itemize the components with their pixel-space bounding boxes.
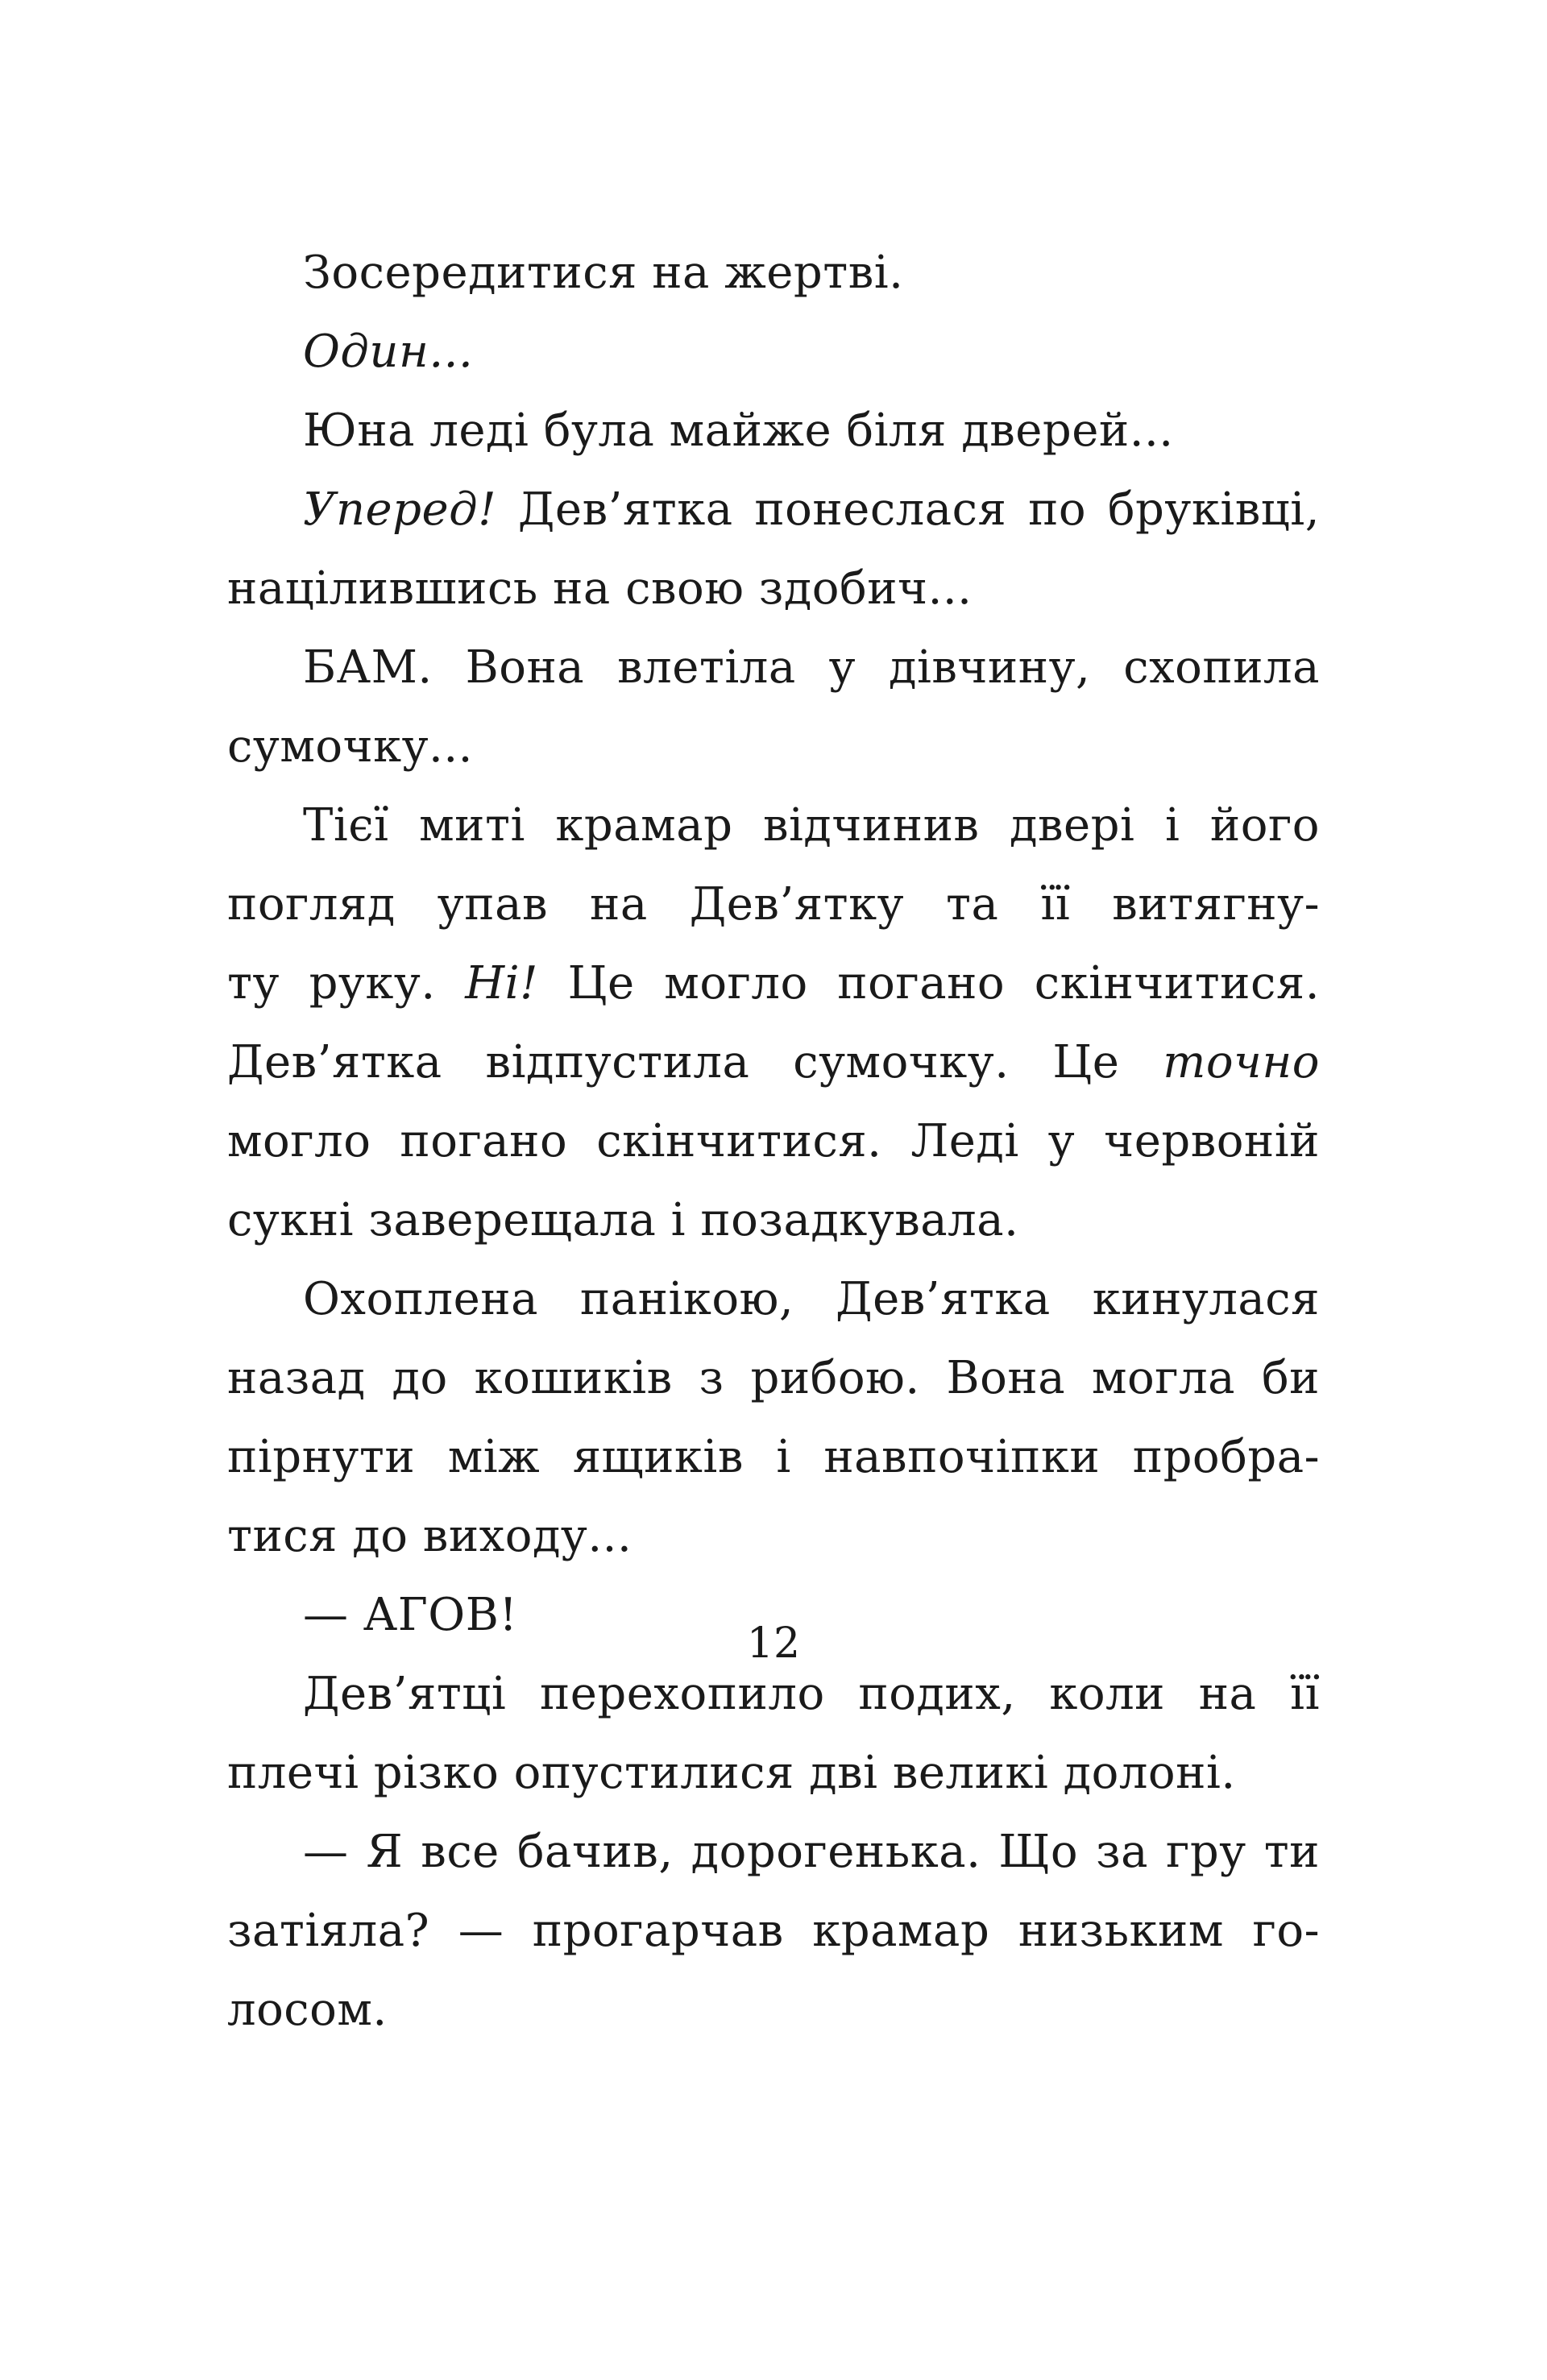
text-line: [227, 1023, 1320, 1102]
text-span: Дев’ятка понеслася по бруківці,: [496, 483, 1320, 536]
text-line: БАМ. Вона влетіла у дівчину, схопила: [303, 641, 1320, 694]
text-line: [227, 944, 1320, 1023]
text-line: плечі різко опустилися дві великі долоні.: [227, 1747, 1236, 1799]
text-line: сукні заверещала і позадкувала.: [227, 1194, 1019, 1246]
text-line: Юна леді була майже біля дверей...: [303, 404, 1174, 457]
text-line: — АГОВ!: [303, 1589, 518, 1641]
text-line: — Я все бачив, дорогенька. Що за гру ти: [303, 1826, 1320, 1878]
text-line: Зосередитися на жертві.: [303, 247, 904, 299]
emphasis: Ні!: [465, 957, 539, 1010]
text-line: Охоплена панікою, Дев’ятка кинулася: [303, 1273, 1320, 1325]
text-line: тися до виходу...: [227, 1510, 632, 1562]
text-line: Дев’ятці перехопило подих, коли на її: [303, 1668, 1320, 1720]
emphasis: точно: [1163, 1036, 1320, 1088]
text-line: Тієї миті крамар відчинив двері і його: [303, 799, 1320, 852]
text-line: пірнути між ящиків і навпочіпки пробра-: [227, 1431, 1320, 1483]
text-line: погляд упав на Дев’ятку та її витягну-: [227, 878, 1320, 931]
text-line: сумочку...: [227, 720, 473, 773]
text-line: Один...: [303, 325, 474, 378]
text-span: Дев’ятка відпустила сумочку. Це: [227, 1036, 1163, 1088]
text-line: затіяла? — прогарчав крамар низьким го-: [227, 1905, 1320, 1957]
text-span: ту руку.: [227, 957, 466, 1010]
text-span: Це могло погано скінчитися.: [538, 957, 1320, 1010]
emphasis: Уперед!: [303, 483, 497, 536]
text-line: націлившись на свою здобич...: [227, 562, 973, 615]
page-number: 12: [746, 1619, 801, 1668]
text-line: назад до кошиків з рибою. Вона могла би: [227, 1352, 1320, 1404]
text-line: могло погано скінчитися. Леді у червоній: [227, 1115, 1320, 1167]
book-page-text: [227, 234, 1320, 2050]
text-line: [227, 471, 1320, 549]
text-line: лосом.: [227, 1984, 388, 2036]
